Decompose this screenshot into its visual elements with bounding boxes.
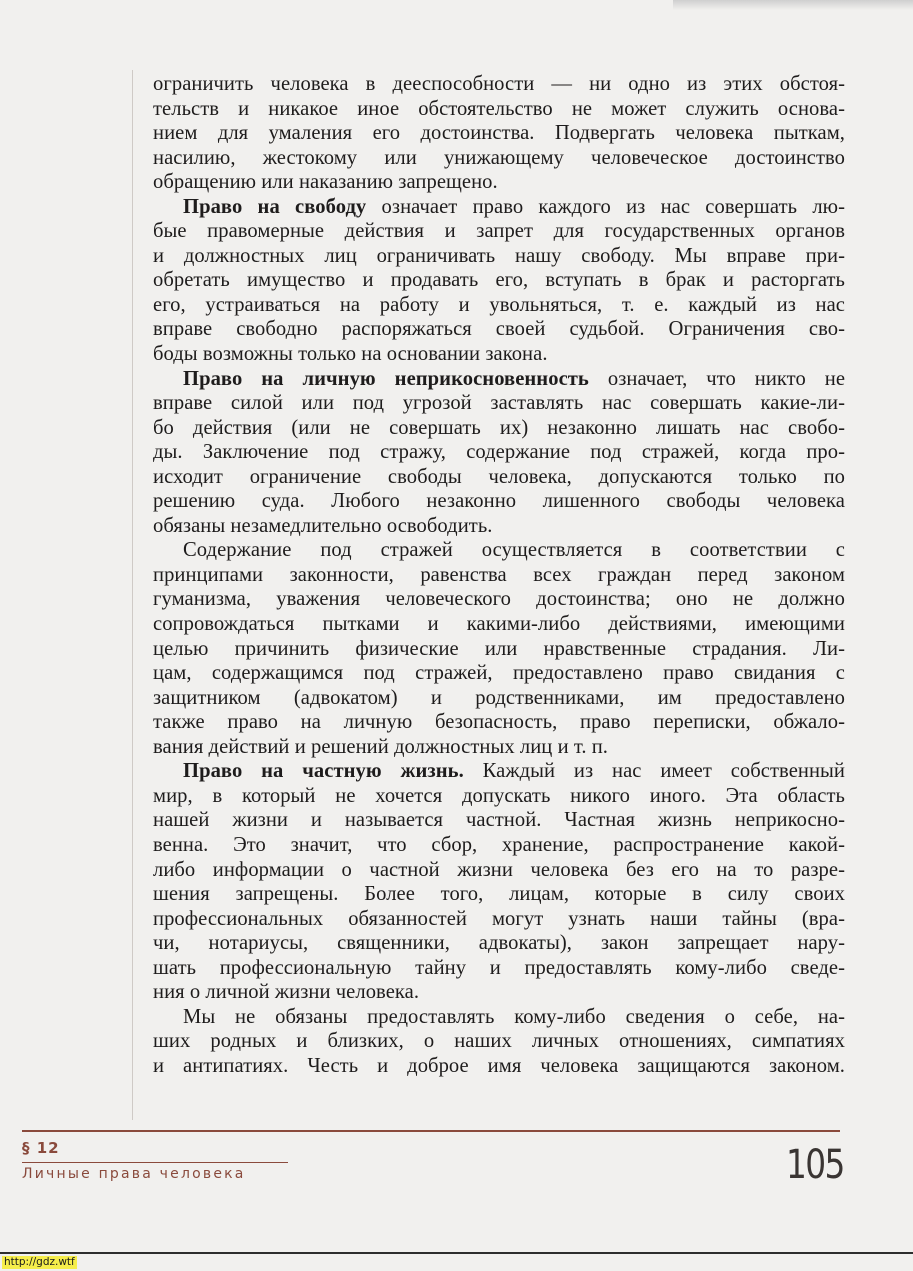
text-line: принципами законности, равенства всех граждан перед законом — [153, 563, 845, 586]
text-line: сопровождаться пытками и какими-либо действиями, имеющими — [153, 613, 845, 636]
scan-bottom-border — [0, 1252, 913, 1254]
section-number: § 12 — [22, 1139, 60, 1157]
text-line: нашей жизни и называется частной. Частная жизнь неприкосно- — [153, 809, 845, 832]
text-line: тельств и никакое иное обстоятельство не может служить основа- — [153, 97, 845, 120]
paragraph-freedom-line: Право на свободу означает право каждого из нас совершать лю- — [183, 195, 845, 218]
text-line: ния о личной жизни человека. — [153, 981, 420, 1004]
section-divider — [22, 1162, 288, 1163]
text-line: Мы не обязаны предоставлять кому-либо сведения о себе, на- — [183, 1005, 845, 1028]
text-line: венна. Это значит, что сбор, хранение, распространение какой- — [153, 833, 845, 856]
text-line: и антипатиях. Честь и доброе имя человека защищаются законом. — [153, 1054, 845, 1077]
section-title: Личные права человека — [22, 1166, 246, 1182]
text-line: цам, содержащимся под стражей, предоставлено право свидания с — [153, 662, 845, 685]
text-line: вания действий и решений должностных лиц и т. п. — [153, 735, 608, 758]
text-line: обязаны незамедлительно освободить. — [153, 514, 493, 537]
text-line: обретать имущество и продавать его, вступать в брак и расторгать — [153, 269, 845, 292]
text-line: боды возможны только на основании закона. — [153, 343, 548, 366]
text-line: чи, нотариусы, священники, адвокаты), закон запрещает нару- — [153, 932, 845, 955]
text-line: бо действия (или не совершать их) незаконно лишать нас свобо- — [153, 416, 845, 439]
text-line: мир, в который не хочется допускать никого иного. Эта область — [153, 784, 845, 807]
text-line: Содержание под стражей осуществляется в соответствии с — [183, 539, 845, 562]
text-line: также право на личную безопасность, право переписки, обжало- — [153, 711, 845, 734]
term-inviolability: Право на личную неприкосновенность — [183, 367, 589, 390]
text-line: профессиональных обязанностей могут узнать наши тайны (вра- — [153, 907, 845, 930]
text-line: бые правомерные действия и запрет для государственных органов — [153, 220, 845, 243]
scan-top-shadow — [673, 0, 913, 10]
text-line: обращению или наказанию запрещено. — [153, 171, 498, 194]
text-line: вправе силой или под угрозой заставлять нас совершать какие-ли- — [153, 392, 845, 415]
text-line: шения запрещены. Более того, лицам, которые в силу своих — [153, 883, 845, 906]
text-line: и должностных лиц ограничивать нашу свободу. Мы вправе при- — [153, 244, 845, 267]
term-private-life: Право на частную жизнь. — [183, 760, 464, 783]
text-line: гуманизма, уважения человеческого достоинства; оно не должно — [153, 588, 845, 611]
text-line: ды. Заключение под стражу, содержание под стражей, когда про- — [153, 441, 845, 464]
text-line: нием для умаления его достоинства. Подвергать человека пыткам, — [153, 122, 845, 145]
text-line: насилию, жестокому или унижающему человеческое достоинство — [153, 146, 845, 169]
term-freedom: Право на свободу — [183, 195, 367, 218]
page-number: 105 — [786, 1142, 844, 1188]
body-text — [153, 72, 845, 1078]
paragraph-private-life-line: Право на частную жизнь. Каждый из нас имеет собственный — [183, 760, 845, 783]
watermark-link[interactable]: http://gdz.wtf — [4, 1256, 75, 1268]
text-line: либо информации о частной жизни человека без его на то разре- — [153, 858, 845, 881]
footer-rule — [22, 1130, 840, 1132]
paragraph-inviolability-line: Право на личную неприкосновенность означает, что никто не — [183, 367, 846, 390]
text-line: решению суда. Любого незаконно лишенного свободы человека — [153, 490, 845, 513]
text-line: вправе свободно распоряжаться своей судьбой. Ограничения сво- — [153, 318, 845, 341]
text-line: целью причинить физические или нравственные страдания. Ли- — [153, 637, 845, 660]
text-line: исходит ограничение свободы человека, допускаются только по — [153, 465, 845, 488]
text-line: шать профессиональную тайну и предоставлять кому-либо сведе- — [153, 956, 845, 979]
text-line: ограничить человека в дееспособности — ни одно из этих обстоя- — [153, 73, 845, 95]
margin-rule — [132, 70, 133, 1120]
text-line: его, устраиваться на работу и увольняться, т. е. каждый из нас — [153, 293, 845, 316]
text-line: защитником (адвокатом) и родственниками, им предоставлено — [153, 686, 845, 709]
text-line: ших родных и близких, о наших личных отношениях, симпатиях — [153, 1030, 845, 1053]
